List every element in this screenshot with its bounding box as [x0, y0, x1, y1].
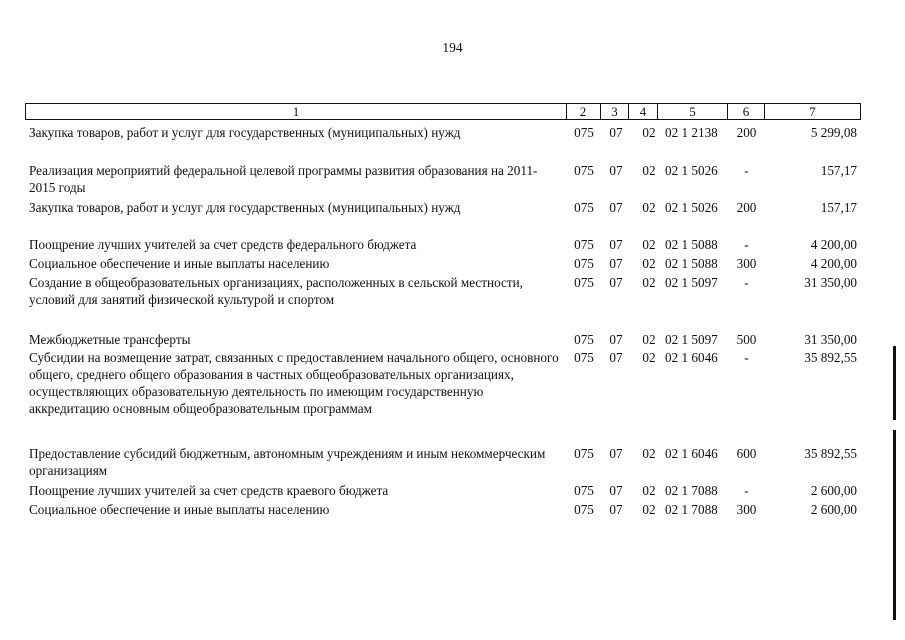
- header-cell-5: 5: [658, 103, 728, 120]
- col-5-value: 02 1 5097: [665, 275, 718, 290]
- row-name: Социальное обеспечение и иные выплаты населению: [29, 502, 330, 517]
- header-cell-7: 7: [765, 103, 861, 120]
- col-3-value: 07: [609, 483, 623, 498]
- col-4-value: 02: [642, 350, 656, 365]
- col-4-value: 02: [642, 237, 656, 252]
- row-name: Создание в общеобразовательных организациях, расположенных в сельской местности, условий для занятий физической культурой и спортом: [29, 275, 523, 307]
- col-4-value: 02: [642, 275, 656, 290]
- col-7-value: 4 200,00: [810, 237, 857, 252]
- col-4-value: 02: [642, 200, 656, 215]
- col-7-value: 31 350,00: [804, 275, 857, 290]
- col-5-value: 02 1 5088: [665, 237, 718, 252]
- col-2-value: 075: [574, 275, 594, 290]
- col-7-value: 35 892,55: [804, 350, 857, 365]
- col-3-value: 07: [609, 275, 623, 290]
- col-6-value: 300: [736, 502, 757, 517]
- col-5-value: 02 1 7088: [665, 502, 718, 517]
- header-cell-6: 6: [728, 103, 765, 120]
- row-name: Социальное обеспечение и иные выплаты населению: [29, 256, 330, 271]
- table-header: [25, 103, 861, 120]
- col-4-value: 02: [642, 483, 656, 498]
- col-3-value: 07: [609, 256, 623, 271]
- row-name: Предоставление субсидий бюджетным, автономным учреждениям и иным некоммерческим организациям: [29, 446, 546, 478]
- col-5-value: 02 1 5026: [665, 163, 718, 178]
- col-5-value: 02 1 5026: [665, 200, 718, 215]
- col-3-value: 07: [609, 332, 623, 347]
- col-4-value: 02: [642, 502, 656, 517]
- col-7-value: 157,17: [820, 200, 857, 215]
- col-4-value: 02: [642, 446, 656, 461]
- col-2-value: 075: [574, 237, 594, 252]
- col-3-value: 07: [609, 350, 623, 365]
- col-5-value: 02 1 5088: [665, 256, 718, 271]
- row-name: Закупка товаров, работ и услуг для государственных (муниципальных) нужд: [29, 125, 461, 140]
- col-4-value: 02: [642, 163, 656, 178]
- col-6-value: -: [744, 483, 749, 498]
- col-2-value: 075: [574, 350, 594, 365]
- col-3-value: 07: [609, 237, 623, 252]
- col-7-value: 157,17: [820, 163, 857, 178]
- col-6-value: -: [744, 350, 749, 365]
- col-6-value: -: [744, 237, 749, 252]
- col-2-value: 075: [574, 483, 594, 498]
- row-name: Межбюджетные трансферты: [29, 332, 191, 347]
- header-cell-4: 4: [629, 103, 658, 120]
- col-6-value: -: [744, 163, 749, 178]
- col-7-value: 4 200,00: [810, 256, 857, 271]
- col-2-value: 075: [574, 163, 594, 178]
- row-name: Поощрение лучших учителей за счет средств краевого бюджета: [29, 483, 389, 498]
- scan-edge-mark: [893, 346, 896, 420]
- col-5-value: 02 1 7088: [665, 483, 718, 498]
- col-4-value: 02: [642, 332, 656, 347]
- col-7-value: 35 892,55: [804, 446, 857, 461]
- col-3-value: 07: [609, 125, 623, 140]
- header-cell-1: 1: [25, 103, 567, 120]
- col-2-value: 075: [574, 332, 594, 347]
- row-name: Субсидии на возмещение затрат, связанных с предоставлением начального общего, основного общего, среднего общего образования в частных общеобразовательных организациях, осуществляющих образовательную деятельность по имеющим государственную аккредитацию основным общеобразовательным программам: [29, 350, 559, 416]
- col-7-value: 31 350,00: [804, 332, 857, 347]
- scan-edge-mark: [893, 430, 896, 620]
- col-5-value: 02 1 6046: [665, 350, 718, 365]
- col-6-value: 200: [736, 125, 757, 140]
- col-4-value: 02: [642, 256, 656, 271]
- col-5-value: 02 1 6046: [665, 446, 718, 461]
- col-2-value: 075: [574, 256, 594, 271]
- col-6-value: 600: [736, 446, 757, 461]
- col-5-value: 02 1 2138: [665, 125, 718, 140]
- col-2-value: 075: [574, 125, 594, 140]
- row-name: Поощрение лучших учителей за счет средств федерального бюджета: [29, 237, 417, 252]
- col-3-value: 07: [609, 200, 623, 215]
- col-6-value: 200: [736, 200, 757, 215]
- col-6-value: 500: [736, 332, 757, 347]
- col-5-value: 02 1 5097: [665, 332, 718, 347]
- row-name: Реализация мероприятий федеральной целевой программы развития образования на 2011-2015 годы: [29, 163, 538, 195]
- col-2-value: 075: [574, 446, 594, 461]
- col-7-value: 2 600,00: [810, 483, 857, 498]
- row-name: Закупка товаров, работ и услуг для государственных (муниципальных) нужд: [29, 200, 461, 215]
- page-number: 194: [442, 40, 463, 55]
- header-cell-2: 2: [566, 103, 601, 120]
- col-7-value: 5 299,08: [810, 125, 857, 140]
- col-6-value: -: [744, 275, 749, 290]
- col-6-value: 300: [736, 256, 757, 271]
- header-cell-3: 3: [601, 103, 629, 120]
- col-7-value: 2 600,00: [810, 502, 857, 517]
- col-4-value: 02: [642, 125, 656, 140]
- col-3-value: 07: [609, 163, 623, 178]
- col-2-value: 075: [574, 200, 594, 215]
- col-3-value: 07: [609, 502, 623, 517]
- col-2-value: 075: [574, 502, 594, 517]
- col-3-value: 07: [609, 446, 623, 461]
